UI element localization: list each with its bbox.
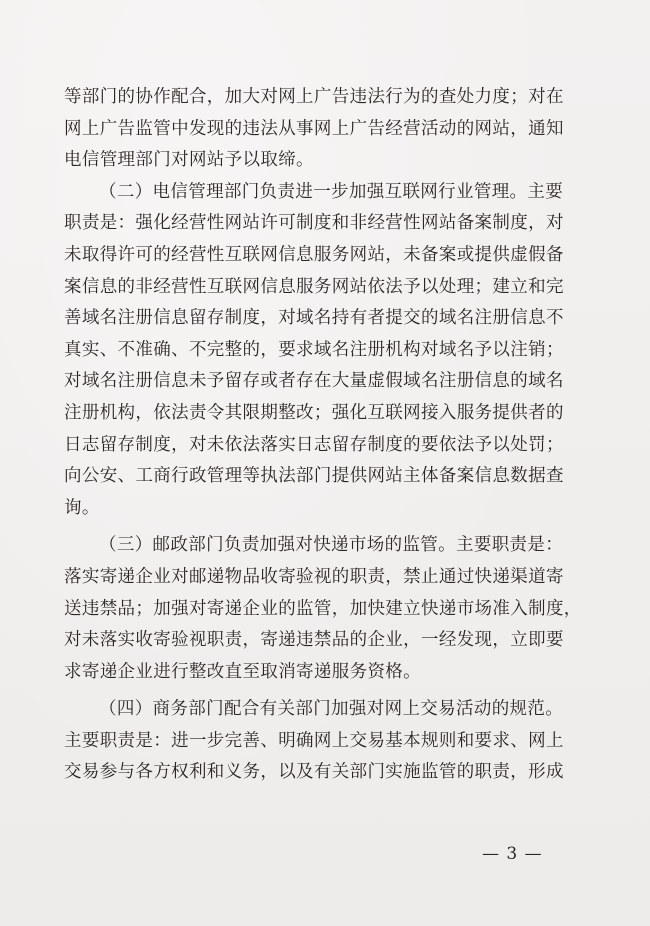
text-line: 主要职责是：进一步完善、明确网上交易基本规则和要求、网上 (64, 730, 564, 751)
text-line: 等部门的协作配合，加大对网上广告违法行为的查处力度；对在 (64, 87, 564, 107)
section-heading-2: （二）电信管理部门负责进一步加强互联网行业管理。主要 (99, 181, 564, 202)
text-line: 案信息的非经营性互联网信息服务网站依法予以处理；建立和完 (64, 276, 564, 297)
text-line: 对未落实收寄验视职责，寄递违禁品的企业，一经发现，立即要 (64, 630, 564, 651)
text-line: 电信管理部门对网站予以取缔。 (64, 150, 314, 171)
text-line: 真实、不准确、不完整的，要求域名注册机构对域名予以注销； (64, 339, 564, 360)
document-body (64, 82, 588, 789)
text-line: 交易参与各方权利和义务，以及有关部门实施监管的职责，形成 (64, 762, 564, 783)
text-line: 送违禁品；加强对寄递企业的监管，加快建立快递市场准入制度， (64, 598, 582, 619)
text-line: 职责是：强化经营性网站许可制度和非经营性网站备案制度，对 (64, 213, 564, 234)
section-heading-4: （四）商务部门配合有关部门加强对网上交易活动的规范。 (99, 699, 564, 720)
text-line: 询。 (64, 497, 100, 518)
text-line: 对域名注册信息未予留存或者存在大量虚假域名注册信息的域名 (64, 371, 564, 392)
text-line: 未取得许可的经营性互联网信息服务网站，未备案或提供虚假备 (64, 244, 564, 265)
text-line: 网上广告监管中发现的违法从事网上广告经营活动的网站，通知 (64, 118, 564, 139)
page-number: — 3 — (482, 844, 543, 864)
text-line: 注册机构，依法责令其限期整改；强化互联网接入服务提供者的 (64, 402, 564, 423)
text-line: 向公安、工商行政管理等执法部门提供网站主体备案信息数据查 (64, 466, 564, 487)
text-line: 善域名注册信息留存制度，对域名持有者提交的域名注册信息不 (64, 308, 564, 329)
text-line: 日志留存制度，对未依法落实日志留存制度的要依法予以处罚； (64, 434, 564, 455)
text-line: 求寄递企业进行整改直至取消寄递服务资格。 (64, 661, 421, 682)
text-line: 落实寄递企业对邮递物品收寄验视的职责，禁止通过快递渠道寄 (64, 566, 564, 587)
section-heading-3: （三）邮政部门负责加强对快递市场的监管。主要职责是： (99, 535, 564, 556)
